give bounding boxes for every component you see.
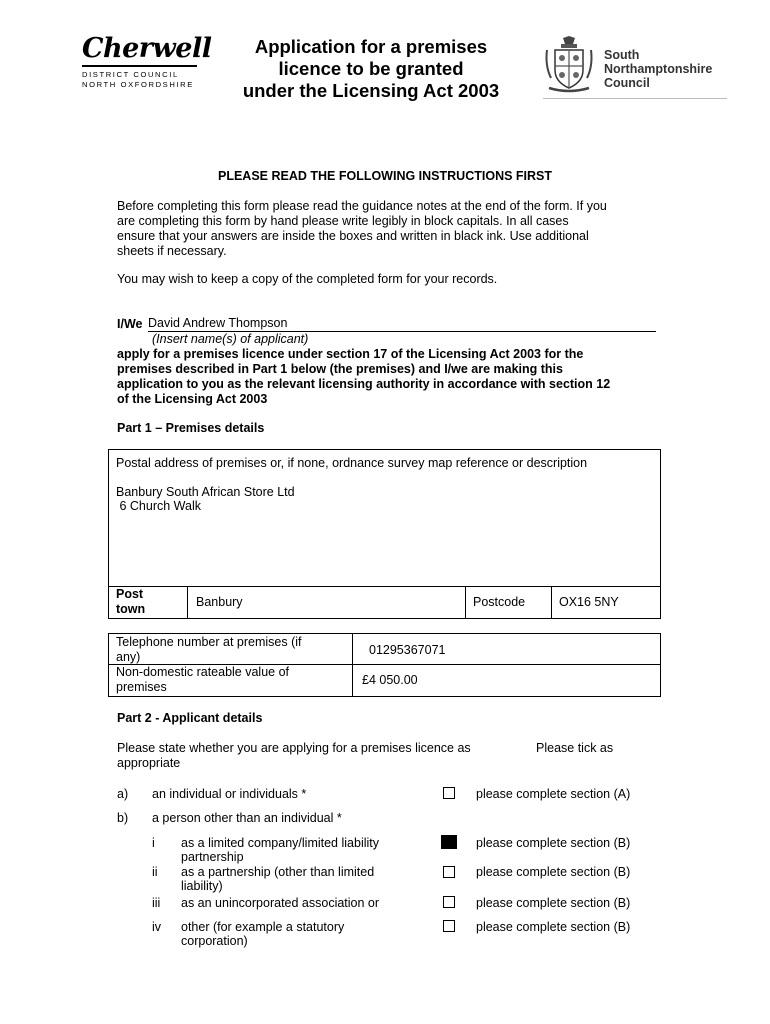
part2-heading: Part 2 - Applicant details xyxy=(117,711,263,725)
telephone-label-line-1: Telephone number at premises (if xyxy=(116,635,302,649)
statement-line-2: premises described in Part 1 below (the premises) and I/we are making this xyxy=(117,362,563,376)
option-b-ii-line-1: as a partnership (other than limited xyxy=(181,865,375,879)
option-b-iii-checkbox[interactable] xyxy=(443,896,455,908)
part2-question-line-2: appropriate xyxy=(117,756,181,770)
form-title-line-1: Application for a premises xyxy=(254,36,488,57)
rateable-label-line-1: Non-domestic rateable value of xyxy=(116,665,290,679)
option-b-iii-text xyxy=(181,896,379,910)
post-town-label xyxy=(116,587,145,617)
postcode-divider-right xyxy=(551,586,552,618)
option-b-iii-number: iii xyxy=(152,896,161,910)
rateable-label-line-2: premises xyxy=(116,680,167,694)
option-b-iv-line-2: corporation) xyxy=(181,934,248,948)
cherwell-logo-subtitle-2: NORTH OXFORDSHIRE xyxy=(82,80,194,89)
instructions-line-1: Before completing this form please read the guidance notes at the end of the form. If you xyxy=(117,199,607,213)
part2-question xyxy=(117,741,471,771)
sn-logo-line-3: Council xyxy=(604,76,650,90)
option-b-i-text xyxy=(181,836,379,864)
option-b-text: a person other than an individual * xyxy=(152,811,342,825)
option-a-section: please complete section (A) xyxy=(476,787,631,801)
postcode-label: Postcode xyxy=(473,595,526,609)
post-town-value[interactable]: Banbury xyxy=(196,595,243,609)
post-town-row-divider xyxy=(109,586,660,587)
post-town-label-line-2: town xyxy=(116,602,146,616)
instructions-line-4: sheets if necessary. xyxy=(117,244,227,258)
cherwell-logo-rule xyxy=(82,65,197,67)
option-b-iv-text xyxy=(181,920,344,948)
records-note: You may wish to keep a copy of the completed form for your records. xyxy=(117,272,498,286)
instructions-line-2: are completing this form by hand please write legibly in block capitals. In all cases xyxy=(117,214,569,228)
option-b-iii-section: please complete section (B) xyxy=(476,896,631,910)
postcode-divider-left xyxy=(465,586,466,618)
cherwell-logo-subtitle-1: DISTRICT COUNCIL xyxy=(82,70,179,79)
sn-logo-line-2: Northamptonshire xyxy=(604,62,713,76)
instructions-line-3: ensure that your answers are inside the boxes and written in black ink. Use additional xyxy=(117,229,589,243)
south-northamptonshire-logo-text xyxy=(604,48,712,90)
telephone-label-line-2: any) xyxy=(116,650,141,664)
address-label: Postal address of premises or, if none, ordnance survey map reference or description xyxy=(116,456,588,470)
option-b-ii-number: ii xyxy=(152,865,158,879)
address-line-2: 6 Church Walk xyxy=(116,499,201,513)
telephone-column-divider xyxy=(352,634,353,696)
option-b-ii-line-2: liability) xyxy=(181,879,223,893)
statement-line-3: application to you as the relevant licensing authority in accordance with section 12 xyxy=(117,377,611,391)
form-title xyxy=(215,36,527,102)
applicant-name-hint: (Insert name(s) of applicant) xyxy=(152,332,309,346)
applicant-name-field[interactable] xyxy=(148,316,656,332)
form-title-line-3: under the Licensing Act 2003 xyxy=(242,80,500,101)
sn-logo-rule xyxy=(543,98,727,99)
option-b-i-section: please complete section (B) xyxy=(476,836,631,850)
address-field[interactable] xyxy=(116,485,536,565)
option-b-letter: b) xyxy=(117,811,129,825)
option-b-ii-checkbox[interactable] xyxy=(443,866,455,878)
option-b-iv-line-1: other (for example a statutory xyxy=(181,920,345,934)
cherwell-logo xyxy=(82,33,212,90)
option-b-iv-section: please complete section (B) xyxy=(476,920,631,934)
part2-question-line-1: Please state whether you are applying for a premises licence as xyxy=(117,741,471,755)
option-b-iii-line-1: as an unincorporated association or xyxy=(181,896,380,910)
option-a-checkbox[interactable] xyxy=(443,787,455,799)
option-b-ii-text xyxy=(181,865,374,893)
statement-line-1: apply for a premises licence under section 17 of the Licensing Act 2003 for the xyxy=(117,347,584,361)
telephone-label xyxy=(116,635,302,665)
council-crest-icon xyxy=(543,36,595,94)
form-title-line-2: licence to be granted xyxy=(278,58,464,79)
tick-instruction: Please tick as xyxy=(536,741,614,755)
iwe-label: I/We xyxy=(117,317,143,331)
address-line-1: Banbury South African Store Ltd xyxy=(116,485,295,499)
option-b-ii-section: please complete section (B) xyxy=(476,865,631,879)
telephone-value[interactable]: 01295367071 xyxy=(369,643,446,657)
rateable-value-label xyxy=(116,665,289,695)
option-a-text: an individual or individuals * xyxy=(152,787,307,801)
option-b-i-line-2: partnership xyxy=(181,850,244,864)
part1-heading: Part 1 – Premises details xyxy=(117,421,265,435)
post-town-divider xyxy=(187,586,188,618)
option-b-i-number: i xyxy=(152,836,155,850)
cherwell-logo-wordmark: Cherwell xyxy=(82,33,212,64)
applicant-name-value: David Andrew Thompson xyxy=(148,316,288,330)
option-b-iv-checkbox[interactable] xyxy=(443,920,455,932)
option-b-iv-number: iv xyxy=(152,920,162,934)
application-statement xyxy=(117,347,657,407)
statement-line-4: of the Licensing Act 2003 xyxy=(117,392,268,406)
option-b-i-line-1: as a limited company/limited liability xyxy=(181,836,379,850)
option-b-i-checkbox[interactable] xyxy=(441,835,457,849)
option-a-letter: a) xyxy=(117,787,129,801)
postcode-value[interactable]: OX16 5NY xyxy=(559,595,619,609)
sn-logo-line-1: South xyxy=(604,48,640,62)
instructions-paragraph xyxy=(117,199,657,259)
rateable-value[interactable]: £4 050.00 xyxy=(362,673,418,687)
instructions-heading: PLEASE READ THE FOLLOWING INSTRUCTIONS FIRST xyxy=(217,169,553,183)
post-town-label-line-1: Post xyxy=(116,587,144,601)
